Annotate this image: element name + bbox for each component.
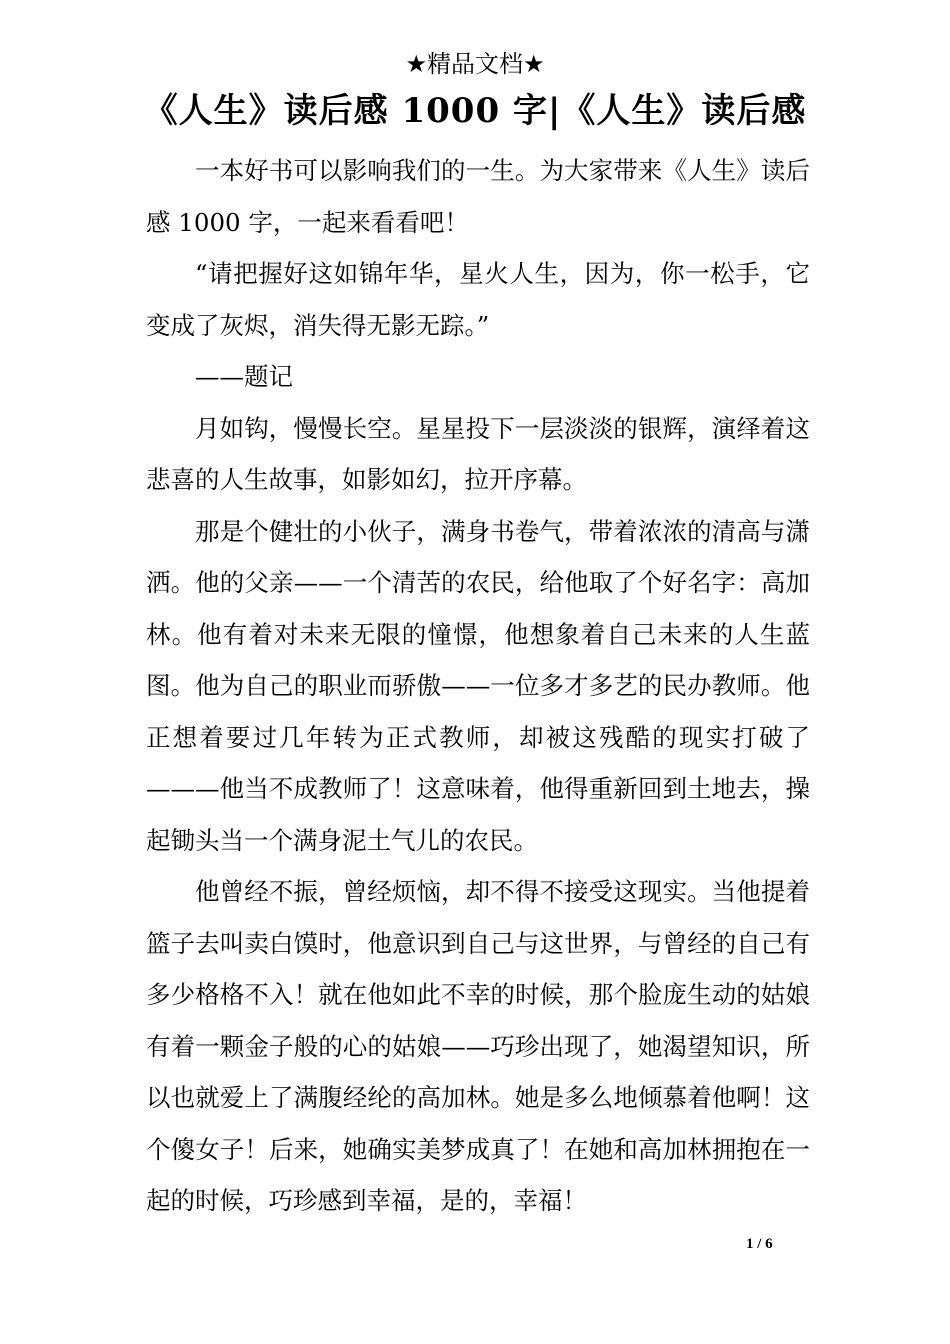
paragraph-epigraph-attribution: ——题记	[195, 362, 293, 391]
document-title: 《人生》读后感 1000 字|《人生》读后感	[143, 91, 807, 131]
page-number: 1 / 6	[746, 1236, 773, 1252]
header-banner: ★精品文档★	[405, 50, 545, 78]
paragraph-moon-scene: 月如钩，慢慢长空。星星投下一层淡淡的银辉，演绎着这悲喜的人生故事，如影如幻，拉开序幕。	[146, 413, 810, 494]
paragraph-qiaozhen: 他曾经不振，曾经烦恼，却不得不接受这现实。当他提着篮子去叫卖白馍时，他意识到自己与这世界，与曾经的自己有多少格格不入！就在他如此不幸的时候，那个脸庞生动的姑娘有着一颗金子般的心的姑娘——巧珍出现了，她渴望知识，所以也就爱上了满腹经纶的高加林。她是多么地倾慕着他啊！这个傻女子！后来，她确实美梦成真了！在她和高加林拥抱在一起的时候，巧珍感到幸福，是的，幸福！	[146, 877, 810, 1215]
paragraph-epigraph-quote: “请把握好这如锦年华，星火人生，因为，你一松手，它变成了灰烬，消失得无影无踪。”	[146, 259, 810, 340]
document-body	[146, 145, 810, 1227]
paragraph-intro: 一本好书可以影响我们的一生。为大家带来《人生》读后感 1000 字，一起来看看吧！	[146, 156, 810, 237]
paragraph-gao-jialin: 那是个健壮的小伙子，满身书卷气，带着浓浓的清高与潇洒。他的父亲——一个清苦的农民，给他取了个好名字：高加林。他有着对未来无限的憧憬，他想象着自己未来的人生蓝图。他为自己的职业而骄傲——一位多才多艺的民办教师。他正想着要过几年转为正式教师，却被这残酷的现实打破了———他当不成教师了！这意味着，他得重新回到土地去，操起锄头当一个满身泥土气儿的农民。	[146, 516, 810, 855]
